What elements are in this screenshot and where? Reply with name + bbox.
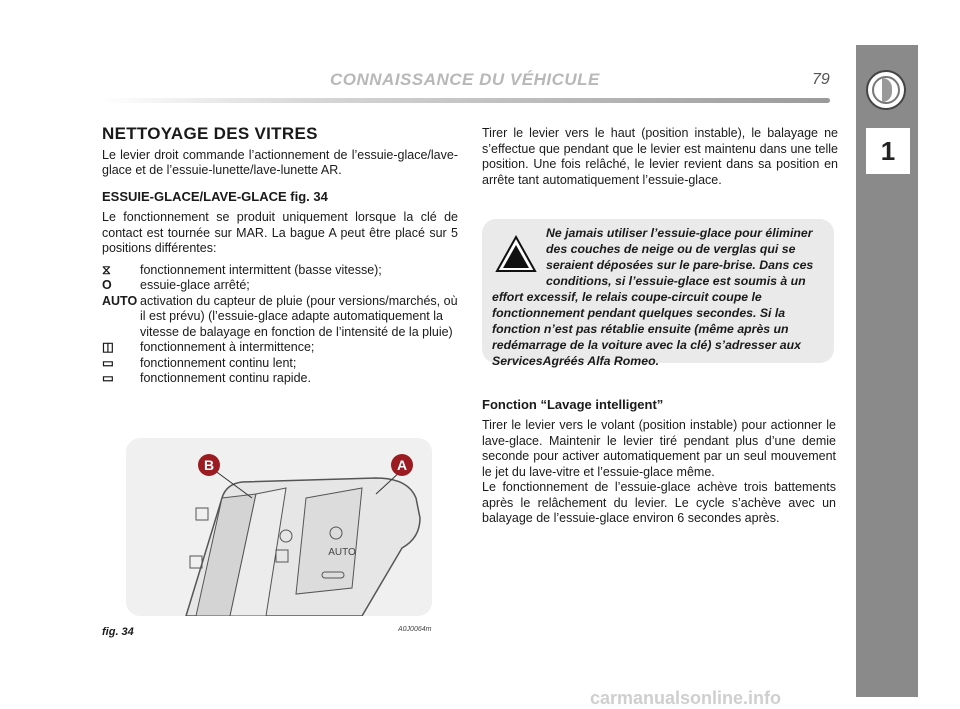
position-text: activation du capteur de pluie (pour versions/marchés, où il est prévu) (l’essuie-glace adapte automatiquement la vitesse de balayage en fonction de l’intensité de la pluie): [140, 293, 458, 339]
lavage-section: [482, 418, 836, 527]
alfa-romeo-logo-icon: [866, 70, 906, 110]
wiper-slow-intermittent-icon: ⧖: [102, 262, 111, 277]
lever-up-paragraph: Tirer le levier vers le haut (position instable), le balayage ne s’effectue que pendant que le levier est maintenu dans une telle position. Une fois relâché, le levier revient dans sa position en arrête tant automatiquement l’essuie-glace.: [482, 126, 838, 187]
figure-code: A0J0064m: [398, 626, 432, 633]
warning-box: [482, 219, 834, 368]
intro-paragraph: Le levier droit commande l’actionnement de l’essuie-glace/lave-glace et de l’essuie-lunette/lave-lunette AR.: [102, 147, 458, 177]
positions-intro: Le fonctionnement se produit uniquement lorsque la clé de contact est tournée sur MAR. La bague A peut être placé sur 5 positions différentes:: [102, 210, 458, 255]
wiper-continuous-slow-icon: ▭: [102, 355, 114, 370]
auto-marking: AUTO: [328, 547, 356, 558]
wiper-intermittent-icon: ◫: [102, 340, 114, 354]
warning-triangle-icon: [494, 231, 538, 277]
position-text: fonctionnement continu rapide.: [140, 371, 311, 385]
right-column: [482, 126, 838, 188]
wiper-stalk-figure: [126, 438, 432, 616]
position-item: [102, 356, 458, 372]
position-item: [102, 294, 458, 341]
position-text: fonctionnement continu lent;: [140, 355, 297, 370]
wiper-off-icon: O: [102, 278, 112, 292]
header-title: CONNAISSANCE DU VÉHICULE: [330, 70, 600, 89]
warning-text: Ne jamais utiliser l’essuie-glace pour éliminer des couches de neige ou de verglas qui se seraient déposées sur le pare-brise. Dans ces conditions, si l’essuie-glace est soumis à un effort excessif, le relais coupe-circuit coupe le fonctionnement pendant quelques secondes. Si la fonction n’est pas rétablie ensuite (même après un redémarrage de la voiture avec la clé) s’adresser aux ServicesAgréés Alfa Romeo.: [492, 226, 814, 368]
wiper-continuous-fast-icon: ▭: [102, 371, 114, 385]
position-item: [102, 278, 458, 294]
label-a: A: [396, 457, 408, 473]
left-column: [102, 126, 458, 387]
figure-caption: fig. 34: [102, 626, 134, 638]
lavage-heading: Fonction “Lavage intelligent”: [482, 397, 664, 412]
subsection-heading: ESSUIE-GLACE/LAVE-GLACE fig. 34: [102, 188, 328, 204]
position-text: fonctionnement à intermittence;: [140, 340, 315, 354]
section-heading: NETTOYAGE DES VITRES: [102, 124, 318, 143]
position-item: [102, 263, 458, 279]
auto-label: AUTO: [102, 293, 138, 308]
header-rule: [100, 98, 830, 103]
position-text: essuie-glace arrêté;: [140, 278, 250, 292]
label-b: B: [203, 457, 215, 473]
lavage-paragraph-1: Tirer le levier vers le volant (position instable) pour actionner le lave-glace. Maintenir le levier tiré pendant plus d’une demie seconde pour activer automatiquement par un seul mouvement le jet du lave-vitre et l’essuie-glace même.: [482, 418, 836, 479]
chapter-number: 1: [866, 128, 910, 174]
lavage-paragraph-2: Le fonctionnement de l’essuie-glace achève trois battements après le relâchement du levier. Le cycle s’achève avec un balayage de l’essuie-glace environ 6 secondes après.: [482, 480, 836, 525]
page-number: 79: [812, 71, 830, 88]
wiper-stalk-illustration: [126, 438, 432, 616]
position-item: [102, 340, 458, 356]
watermark: carmanualsonline.info: [590, 688, 782, 708]
position-item: [102, 371, 458, 387]
position-text: fonctionnement intermittent (basse vitesse);: [140, 262, 382, 277]
